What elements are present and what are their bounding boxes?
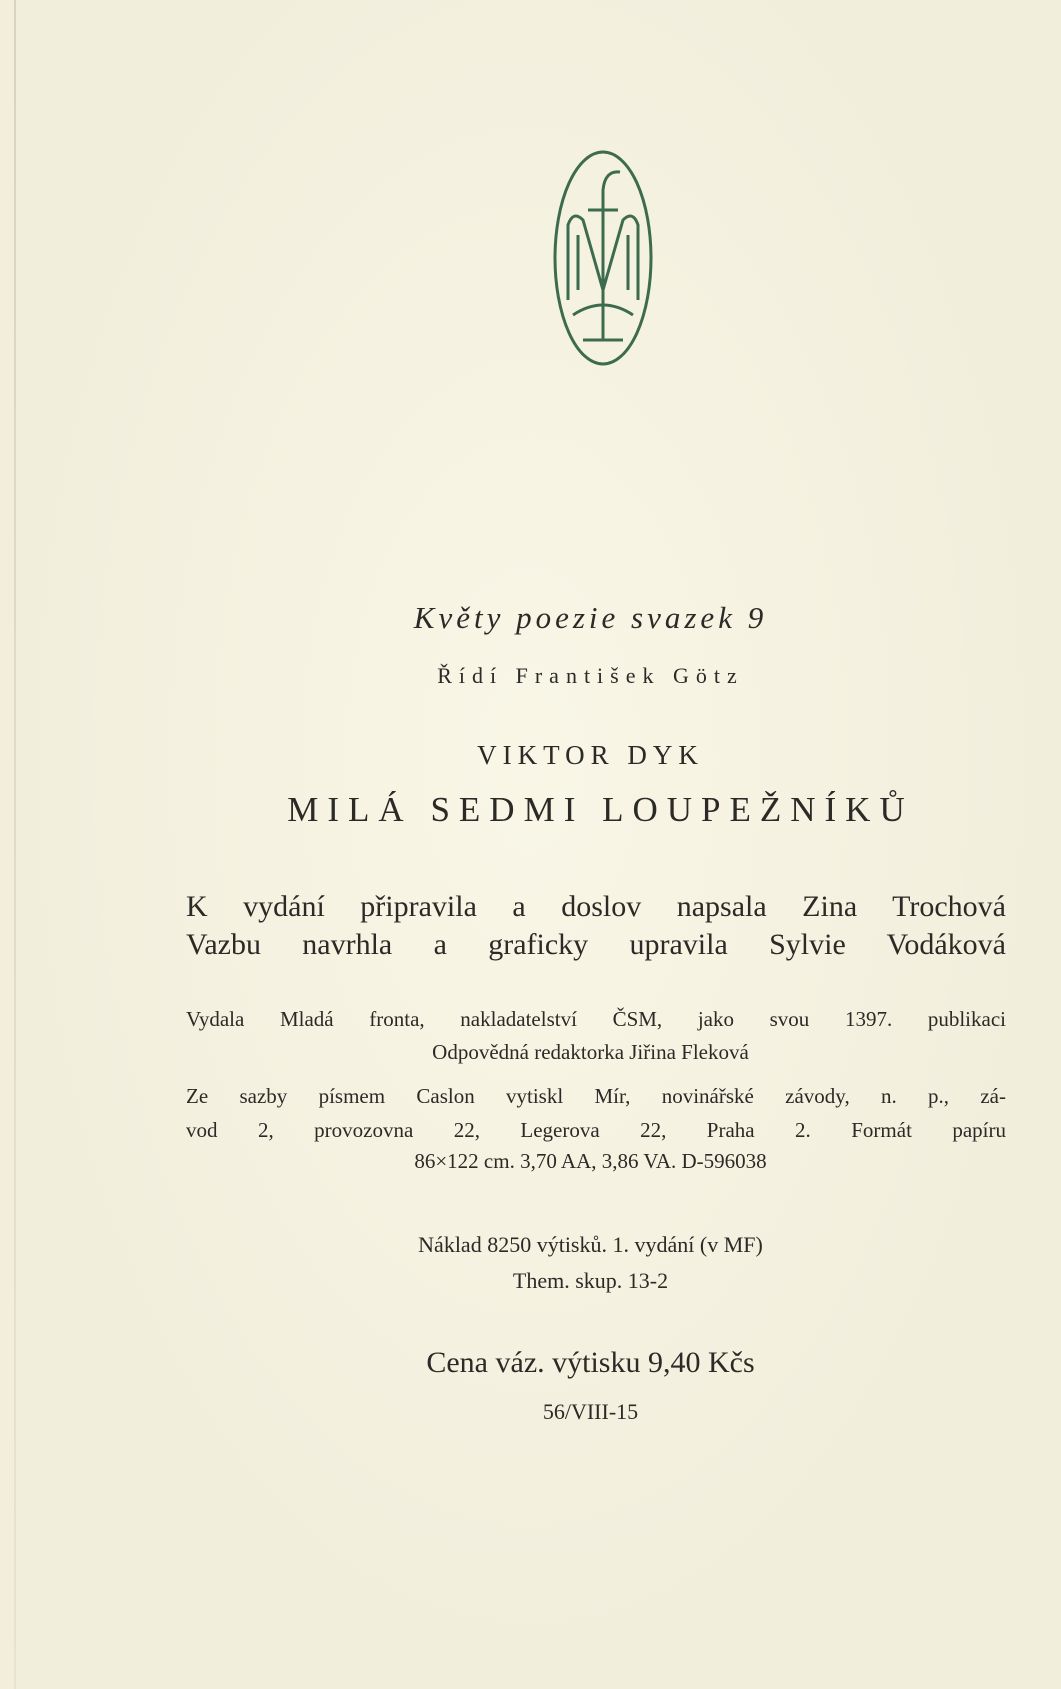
credit-line-design: Vazbu navrhla a graficky upravila Sylvie Vodáková (186, 928, 1006, 961)
imprint-line: 86×122 cm. 3,70 AA, 3,86 VA. D-596038 (414, 1149, 767, 1173)
catalog-code: 56/VIII-15 (542, 1399, 639, 1424)
imprint-line: Vydala Mladá fronta, nakladatelství ČSM, jako svou 1397. publikaci (186, 1007, 1006, 1031)
mf-publisher-monogram-icon (548, 140, 658, 370)
credit-line-editor: K vydání připravila a doslov napsala Zina Trochová (186, 890, 1006, 923)
price-line: Cena váz. výtisku 9,40 Kčs (426, 1346, 755, 1379)
imprint-line: Odpovědná redaktorka Jiřina Fleková (432, 1040, 749, 1064)
print-run-line: Náklad 8250 výtisků. 1. vydání (v MF) (418, 1232, 763, 1257)
series-editor: Řídí František Götz (437, 663, 744, 688)
page-edge (14, 0, 16, 1689)
imprint-line: vod 2, provozovna 22, Legerova 22, Praha 2. Formát papíru (186, 1118, 1006, 1142)
subject-group-line: Them. skup. 13-2 (512, 1268, 669, 1293)
book-title: MILÁ SEDMI LOUPEŽNÍKŮ (287, 790, 914, 829)
author-name: VIKTOR DYK (477, 740, 704, 770)
imprint-line: Ze sazby písmem Caslon vytiskl Mír, novinářské závody, n. p., zá- (186, 1084, 1006, 1108)
series-line: Květy poezie svazek 9 (413, 600, 768, 635)
